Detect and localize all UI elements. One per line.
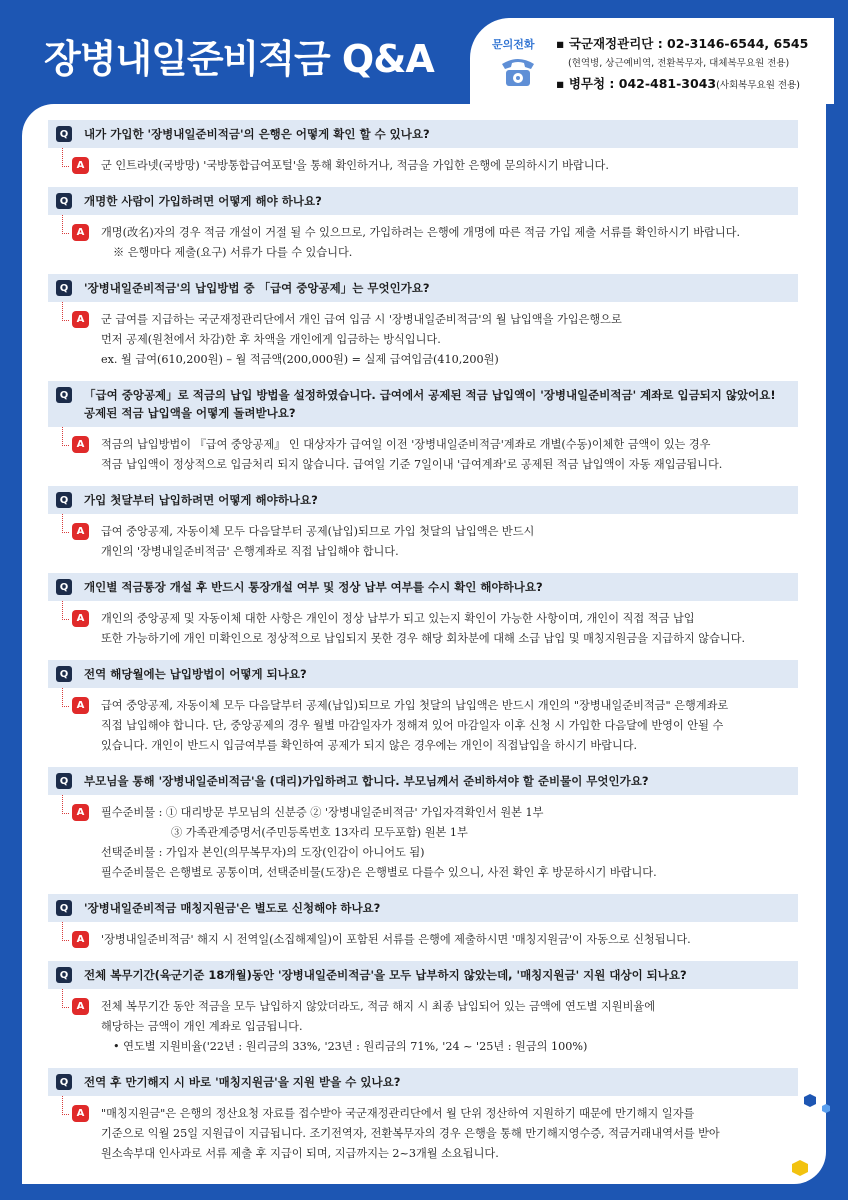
question-text: [84, 279, 430, 297]
question-badge: Q: [56, 492, 72, 508]
question-line: 전역 후 만기해지 시 바로 '매칭지원금'을 지원 받을 수 있나요?: [84, 1075, 401, 1089]
contact-line-mma: [556, 74, 831, 92]
answer-text: [101, 223, 740, 263]
hexagon-decoration-icon: [792, 1086, 842, 1176]
answer-line: 필수준비물 : ① 대리방문 부모님의 신분증 ② '장병내일준비적금' 가입자격확인서 원본 1부: [101, 806, 544, 819]
answer-badge: A: [72, 998, 89, 1015]
question-text: [84, 665, 307, 683]
question-badge: Q: [56, 280, 72, 296]
answer-badge: A: [72, 523, 89, 540]
answer-row: [48, 601, 798, 653]
question-text: [84, 772, 649, 790]
qa-item: [48, 120, 798, 180]
contact-line-mma-main: ▪ 병무청 : 042-481-3043: [556, 76, 717, 91]
qa-item: [48, 486, 798, 566]
answer-line: "매칭지원금"은 은행의 정산요청 자료를 접수받아 국군재정관리단에서 월 단위 정산하여 지원하기 때문에 만기해지 일자를: [101, 1107, 695, 1120]
answer-badge: A: [72, 311, 89, 328]
question-badge: Q: [56, 967, 72, 983]
question-badge: Q: [56, 579, 72, 595]
question-text: [84, 966, 687, 984]
question-bar: [48, 767, 798, 795]
answer-line: 있습니다. 개인이 반드시 입금여부를 확인하여 공제가 되지 않은 경우에는 개인이 직접납입을 하시기 바랍니다.: [101, 739, 638, 752]
answer-text: [101, 997, 655, 1057]
question-badge: Q: [56, 1074, 72, 1090]
question-text: [84, 125, 430, 143]
answer-text: [101, 435, 722, 475]
answer-badge: A: [72, 931, 89, 948]
contact-label: 문의전화: [492, 38, 535, 51]
qa-list: [48, 120, 798, 1175]
answer-text: [101, 609, 745, 649]
answer-badge: A: [72, 436, 89, 453]
question-line: 가입 첫달부터 납입하려면 어떻게 해야하나요?: [84, 493, 318, 507]
contact-card: [470, 18, 834, 104]
question-text: [84, 491, 318, 509]
question-bar: [48, 381, 798, 427]
answer-line: 기준으로 익월 25일 지원급이 지급됩니다. 조기전역자, 전환복무자의 경우 은행을 통해 만기해지영수증, 적금거래내역서를 받아: [101, 1127, 720, 1140]
answer-line: ③ 가족관계증명서(주민등록번호 13자리 모두포함) 원본 1부: [171, 826, 468, 839]
answer-row: [48, 148, 798, 180]
question-bar: [48, 961, 798, 989]
answer-line: ※ 은행마다 제출(요구) 서류가 다를 수 있습니다.: [113, 246, 353, 259]
answer-line: 급여 중앙공제, 자동이체 모두 다음달부터 공제(납입)되므로 가입 첫달의 납입액은 반드시 개인의 "장병내일준비적금" 은행계좌로: [101, 699, 729, 712]
question-bar: [48, 486, 798, 514]
answer-badge: A: [72, 1105, 89, 1122]
contact-line-finance-note: (현역병, 상근예비역, 전환복무자, 대체복무요원 전용): [568, 58, 790, 69]
answer-badge: A: [72, 224, 89, 241]
qa-item: [48, 767, 798, 887]
question-line: 내가 가입한 '장병내일준비적금'의 은행은 어떻게 확인 할 수 있나요?: [84, 127, 430, 141]
answer-line: 적금의 납입방법이 『급여 중앙공제』 인 대상자가 급여일 이전 '장병내일준비적금'계좌로 개별(수동)이체한 금액이 있는 경우: [101, 438, 711, 451]
question-badge: Q: [56, 387, 72, 403]
answer-line: 적금 납입액이 정상적으로 입금처리 되지 않습니다. 급여일 기준 7일이내 '급여계좌'로 공제된 적금 납입액이 자동 재입금됩니다.: [101, 458, 723, 471]
answer-line: 선택준비물 : 가입자 본인(의무복무자)의 도장(인감이 아니어도 됨): [101, 846, 425, 859]
answer-line: 개인의 '장병내일준비적금' 은행계좌로 직접 납입해야 합니다.: [101, 545, 399, 558]
question-badge: Q: [56, 193, 72, 209]
answer-line: 개인의 중앙공제 및 자동이체 대한 사항은 개인이 정상 납부가 되고 있는지 확인이 가능한 사항이며, 개인이 직접 적금 납입: [101, 612, 695, 625]
answer-line: '장병내일준비적금' 해지 시 전역일(소집해제일)이 포함된 서류를 은행에 제출하시면 '매칭지원금'이 자동으로 신청됩니다.: [101, 933, 691, 946]
answer-line: 먼저 공제(원천에서 차감)한 후 차액을 개인에게 입금하는 방식입니다.: [101, 333, 441, 346]
answer-row: [48, 215, 798, 267]
question-badge: Q: [56, 773, 72, 789]
answer-text: [101, 310, 622, 370]
qa-item: [48, 1068, 798, 1168]
question-text: [84, 386, 776, 422]
answer-line: 급여 중앙공제, 자동이체 모두 다음달부터 공제(납입)되므로 가입 첫달의 납입액은 반드시: [101, 525, 535, 538]
question-bar: [48, 660, 798, 688]
telephone-icon: [498, 54, 538, 88]
answer-row: [48, 514, 798, 566]
question-bar: [48, 120, 798, 148]
answer-line: 또한 가능하기에 개인 미확인으로 정상적으로 납입되지 못한 경우 해당 회차분에 대해 소급 납입 및 매칭지원금을 지급하지 않습니다.: [101, 632, 746, 645]
qa-item: [48, 573, 798, 653]
qa-item: [48, 274, 798, 374]
question-bar: [48, 187, 798, 215]
question-bar: [48, 1068, 798, 1096]
question-badge: Q: [56, 126, 72, 142]
question-line: 개인별 적금통장 개설 후 반드시 통장개설 여부 및 정상 납부 여부를 수시 확인 해야하나요?: [84, 580, 543, 594]
qa-panel: [22, 104, 826, 1184]
qa-item: [48, 961, 798, 1061]
answer-row: [48, 1096, 798, 1168]
question-text: [84, 1073, 400, 1091]
question-bar: [48, 274, 798, 302]
question-line: 전역 해당월에는 납입방법이 어떻게 되나요?: [84, 667, 307, 681]
question-bar: [48, 894, 798, 922]
answer-row: [48, 302, 798, 374]
answer-text: [101, 803, 657, 883]
answer-text: [101, 1104, 720, 1164]
qa-item: [48, 660, 798, 760]
answer-line: • 연도별 지원비율('22년 : 원리금의 33%, '23년 : 원리금의 71%, '24 ~ '25년 : 원금의 100%): [113, 1040, 588, 1053]
answer-badge: A: [72, 697, 89, 714]
question-text: [84, 578, 543, 596]
question-bar: [48, 573, 798, 601]
answer-line: 직접 납입해야 합니다. 단, 중앙공제의 경우 월별 마감일자가 정해져 있어 마감일자 이후 신청 시 가입한 다음달에 반영이 안될 수: [101, 719, 724, 732]
qa-item: [48, 894, 798, 954]
answer-line: 원소속부대 인사과로 서류 제출 후 지급이 되며, 지급까지는 2~3개월 소요됩니다.: [101, 1147, 499, 1160]
question-line: 부모님을 통해 '장병내일준비적금'을 (대리)가입하려고 합니다. 부모님께서 준비하셔야 할 준비물이 무엇인가요?: [84, 774, 649, 788]
answer-line: 필수준비물은 은행별로 공통이며, 선택준비물(도장)은 은행별로 다를수 있으니, 사전 확인 후 방문하시기 바랍니다.: [101, 866, 657, 879]
answer-badge: A: [72, 610, 89, 627]
answer-text: [101, 930, 691, 950]
answer-line: 개명(改名)자의 경우 적금 개설이 거절 될 수 있으므로, 가입하려는 은행에 개명에 따른 적금 가입 제출 서류를 확인하시기 바랍니다.: [101, 226, 741, 239]
question-badge: Q: [56, 900, 72, 916]
question-line: 개명한 사람이 가입하려면 어떻게 해야 하나요?: [84, 194, 322, 208]
answer-line: 군 인트라넷(국방망) '국방통합급여포털'을 통해 확인하거나, 적금을 가입한 은행에 문의하시기 바랍니다.: [101, 159, 609, 172]
contact-line-mma-note: (사회복무요원 전용): [716, 80, 800, 91]
answer-row: [48, 922, 798, 954]
question-badge: Q: [56, 666, 72, 682]
qa-item: [48, 381, 798, 479]
header: [0, 0, 848, 110]
page-title: 장병내일준비적금 Q&A: [44, 37, 434, 81]
answer-row: [48, 427, 798, 479]
answer-line: ex. 월 급여(610,200원) – 월 적금액(200,000원) = 실제 급여입금(410,200원): [101, 353, 499, 366]
question-text: [84, 899, 380, 917]
question-line: '장병내일준비적금 매칭지원금'은 별도로 신청해야 하나요?: [84, 901, 381, 915]
question-text: [84, 192, 322, 210]
answer-line: 전체 복무기간 동안 적금을 모두 납입하지 않았더라도, 적금 해지 시 최종 납입되어 있는 금액에 연도별 지원비율에: [101, 1000, 656, 1013]
answer-line: 군 급여를 지급하는 국군재정관리단에서 개인 급여 입금 시 '장병내일준비적금'의 월 납입액을 가입은행으로: [101, 313, 622, 326]
question-line: 공제된 적금 납입액을 어떻게 돌려받나요?: [84, 406, 296, 420]
answer-badge: A: [72, 804, 89, 821]
answer-row: [48, 795, 798, 887]
question-line: 「급여 중앙공제」로 적금의 납입 방법을 설정하였습니다. 급여에서 공제된 적금 납입액이 '장병내일준비적금' 계좌로 입금되지 않았어요!: [84, 388, 776, 402]
question-line: 전체 복무기간(육군기준 18개월)동안 '장병내일준비적금'을 모두 납부하지 않았는데, '매칭지원금' 지원 대상이 되나요?: [84, 968, 687, 982]
question-line: '장병내일준비적금'의 납입방법 중 「급여 중앙공제」는 무엇인가요?: [84, 281, 430, 295]
answer-row: [48, 989, 798, 1061]
answer-row: [48, 688, 798, 760]
answer-text: [101, 156, 609, 176]
answer-line: 해당하는 금액이 개인 계좌로 입금됩니다.: [101, 1020, 303, 1033]
answer-text: [101, 696, 728, 756]
answer-text: [101, 522, 534, 562]
qa-item: [48, 187, 798, 267]
answer-badge: A: [72, 157, 89, 174]
contact-line-finance: ▪ 국군재정관리단 : 02-3146-6544, 6545: [556, 36, 809, 51]
